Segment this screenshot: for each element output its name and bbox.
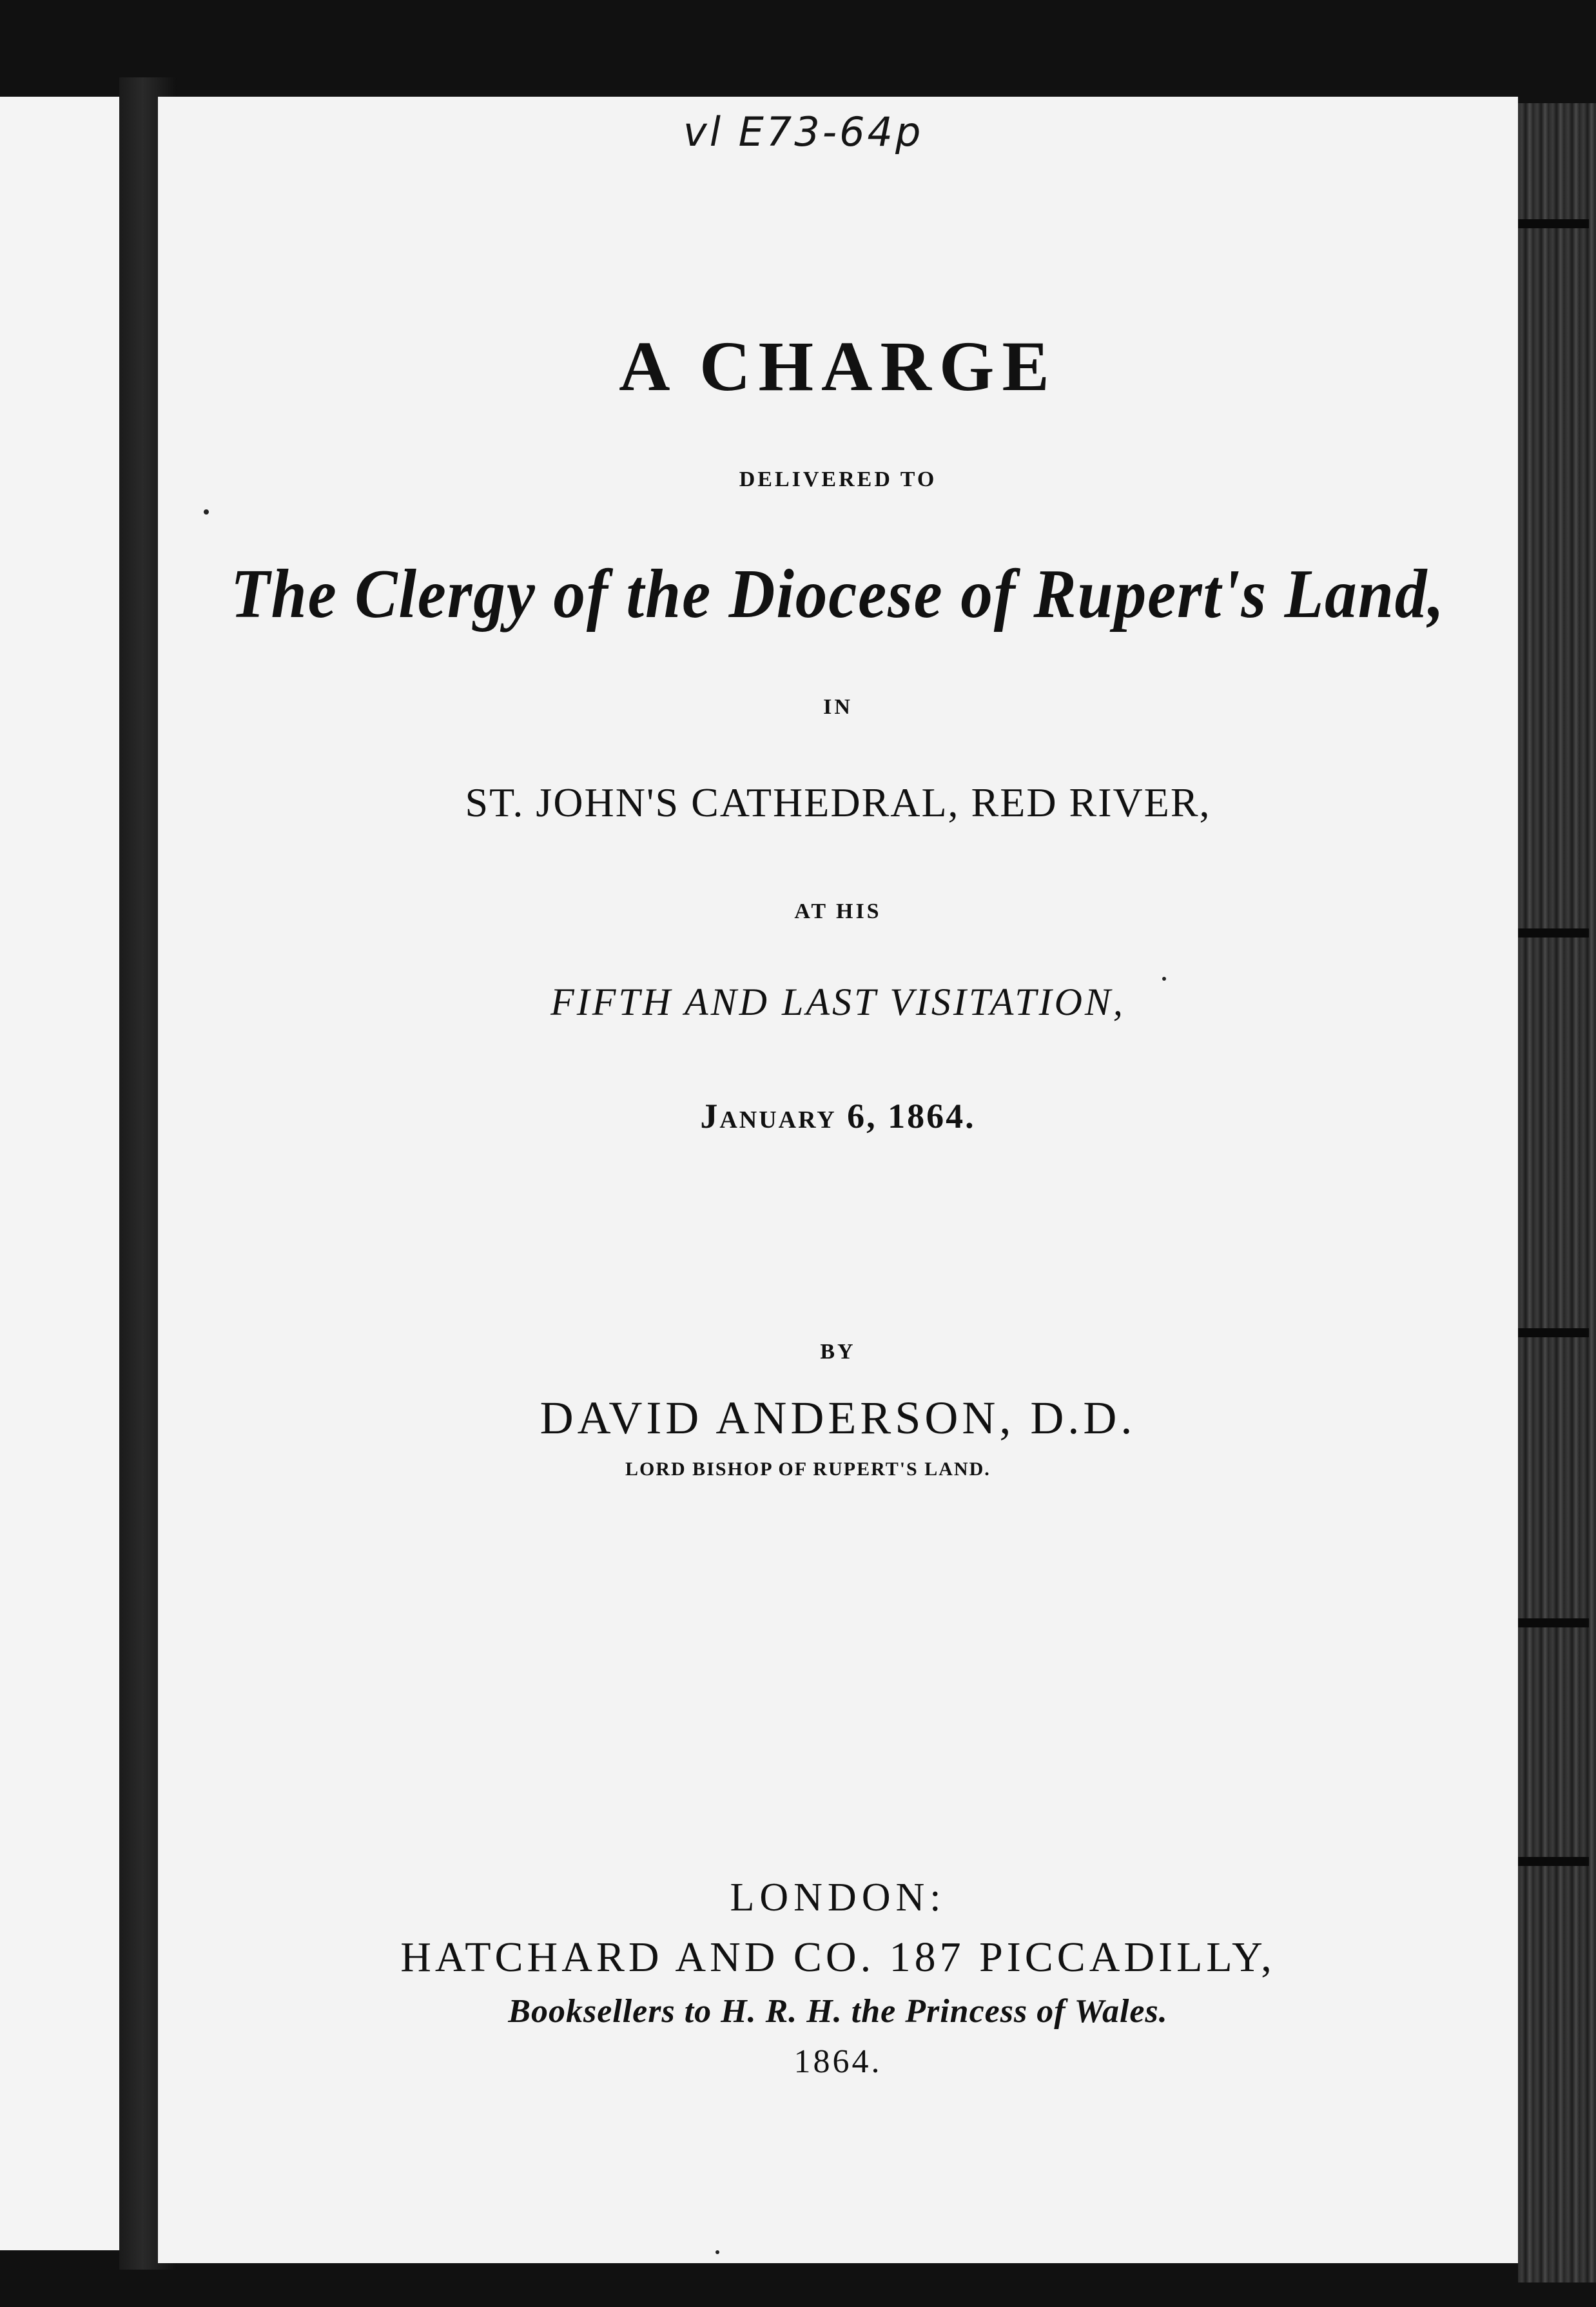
edge-mark xyxy=(1518,928,1589,938)
book-edge xyxy=(1518,103,1596,2282)
visitation-line: FIFTH AND LAST VISITATION, xyxy=(550,981,1125,1023)
in-line: IN xyxy=(823,695,853,719)
author-name: DAVID ANDERSON, D.D. xyxy=(540,1392,1136,1444)
author-title: LORD BISHOP OF RUPERT'S LAND. xyxy=(625,1458,991,1480)
scan-speck xyxy=(204,509,209,515)
delivered-to-line: DELIVERED TO xyxy=(739,467,937,491)
clergy-line: The Clergy of the Diocese of Rupert's Land, xyxy=(230,556,1445,633)
imprint-year: 1864. xyxy=(793,2043,882,2080)
imprint-publisher: HATCHARD AND CO. 187 PICCADILLY, xyxy=(400,1934,1276,1981)
date-line: January 6, 1864. xyxy=(700,1097,976,1135)
handwritten-shelfmark: vl E73-64p xyxy=(683,108,924,155)
cathedral-line: ST. JOHN'S CATHEDRAL, RED RIVER, xyxy=(465,780,1211,825)
scan-speck xyxy=(1162,977,1166,981)
facing-page xyxy=(0,97,121,2250)
at-his-line: AT HIS xyxy=(794,899,882,923)
edge-mark xyxy=(1518,1618,1589,1627)
edge-mark xyxy=(1518,1328,1589,1337)
imprint-booksellers: Booksellers to H. R. H. the Princess of Wales. xyxy=(508,1993,1168,2030)
imprint-city: LONDON: xyxy=(730,1876,946,1919)
page-title: A CHARGE xyxy=(619,327,1057,406)
scan-speck xyxy=(715,2250,719,2254)
edge-mark xyxy=(1518,219,1589,228)
edge-mark xyxy=(1518,1857,1589,1866)
by-line: BY xyxy=(820,1340,856,1364)
